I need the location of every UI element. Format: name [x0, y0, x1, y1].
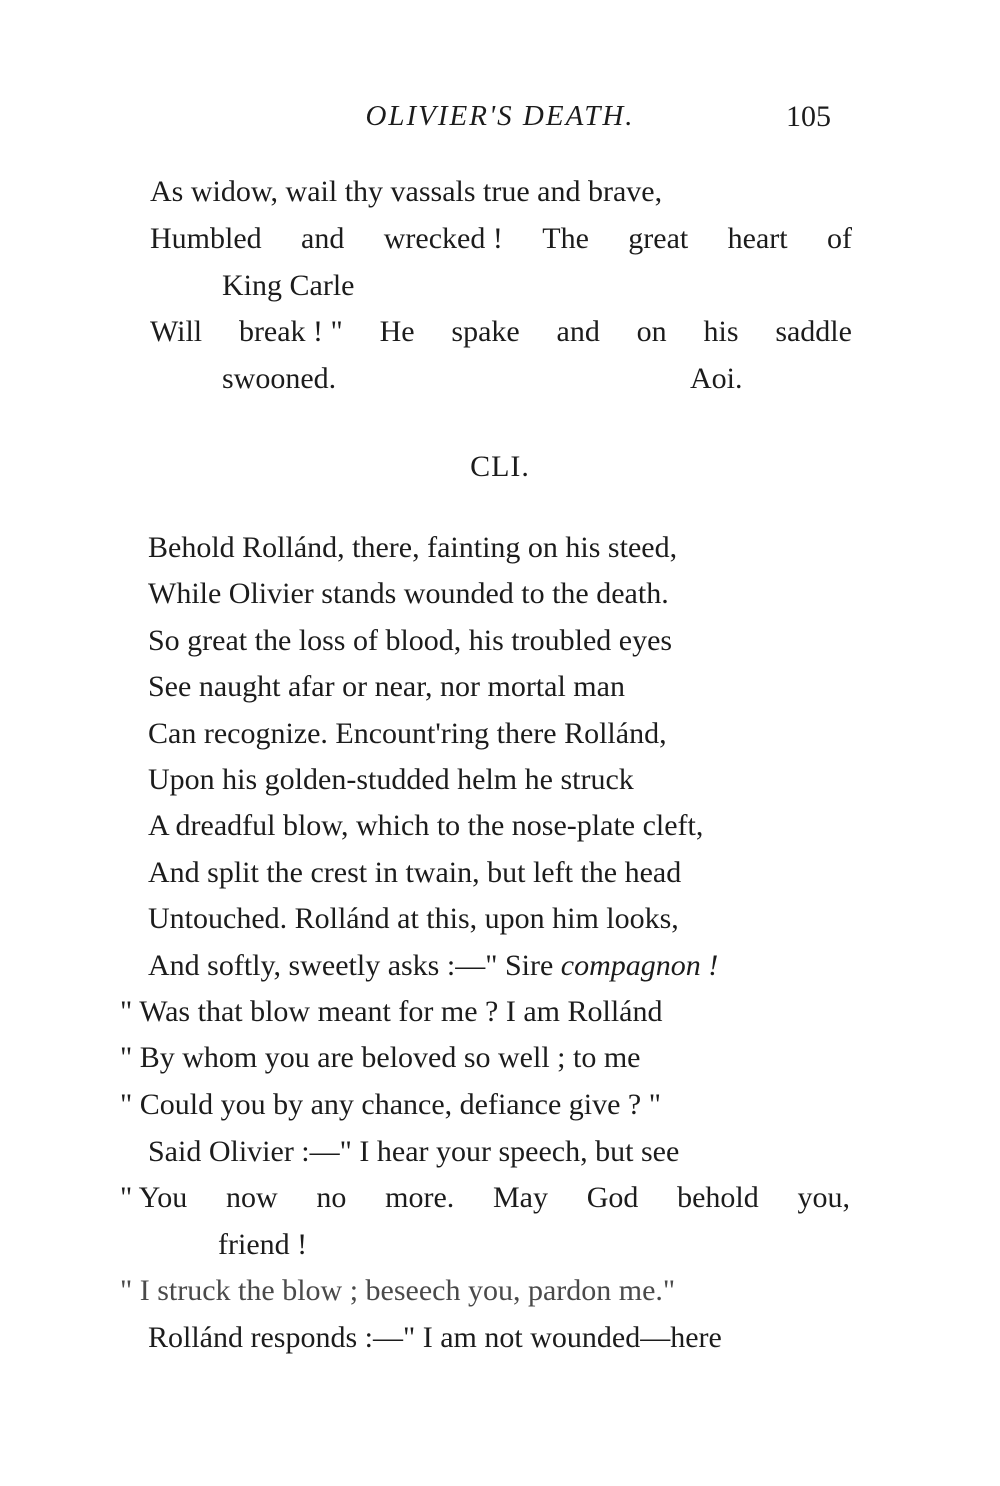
verse-line: Upon his golden-studded helm he struck [148, 763, 634, 796]
word: God [586, 1181, 639, 1214]
word: heart [727, 222, 788, 255]
verse-line: Untouched. Rollánd at this, upon him looks, [148, 902, 679, 935]
refrain-aoi: Aoi. [690, 362, 743, 395]
verse-line: So great the loss of blood, his troubled eyes [148, 624, 673, 657]
word: you, [797, 1181, 850, 1214]
page-number: 105 [786, 100, 831, 133]
verse-line: Can recognize. Encount'ring there Rollánd, [148, 717, 667, 750]
word: spake [451, 315, 520, 348]
verse-line-quoted: " I struck the blow ; beseech you, pardon me." [120, 1274, 676, 1307]
word: behold [677, 1181, 759, 1214]
verse-line: Behold Rollánd, there, fainting on his steed, [148, 531, 678, 564]
word: break ! " [238, 315, 343, 348]
word: saddle [775, 315, 852, 348]
verse-line-continued: King Carle [222, 269, 355, 302]
word: He [379, 315, 415, 348]
verse-line-quoted: " By whom you are beloved so well ; to me [120, 1041, 641, 1074]
verse-line-justified [120, 1180, 850, 1216]
word: wrecked ! [383, 222, 503, 255]
word: The [542, 222, 589, 255]
word: and [556, 315, 600, 348]
verse-line: Said Olivier :—" I hear your speech, but see [148, 1135, 680, 1168]
word: and [301, 222, 345, 255]
verse-line: As widow, wail thy vassals true and brave, [150, 175, 663, 208]
verse-line: While Olivier stands wounded to the death. [148, 577, 669, 610]
word: great [628, 222, 689, 255]
verse-line-continued: friend ! [218, 1228, 308, 1261]
verse-line: A dreadful blow, which to the nose-plate cleft, [148, 809, 704, 842]
verse-line: And split the crest in twain, but left the head [148, 856, 682, 889]
verse-text: And softly, sweetly asks :—" Sire [148, 949, 561, 982]
italic-phrase: compagnon ! [560, 949, 719, 982]
word: now [226, 1181, 278, 1214]
word: " You [120, 1181, 188, 1214]
verse-line: See naught afar or near, nor mortal man [148, 670, 625, 703]
verse-line-quoted: " Could you by any chance, defiance give ? " [120, 1088, 661, 1121]
word: of [827, 222, 852, 255]
word: his [703, 315, 739, 348]
word: Will [150, 315, 203, 348]
verse-line-continued: swooned. [222, 362, 337, 395]
word: no [316, 1181, 347, 1214]
verse-line [148, 948, 718, 984]
word: more. [385, 1181, 455, 1214]
section-heading: CLI. [470, 450, 530, 483]
verse-line-quoted: " Was that blow meant for me ? I am Rollánd [120, 995, 663, 1028]
verse-line-justified [150, 221, 852, 257]
word: on [636, 315, 667, 348]
running-title: OLIVIER'S DEATH. [365, 100, 635, 132]
verse-line-justified [150, 314, 852, 350]
verse-line: Rollánd responds :—" I am not wounded—here [148, 1321, 722, 1354]
word: May [492, 1181, 548, 1214]
word: Humbled [150, 222, 262, 255]
